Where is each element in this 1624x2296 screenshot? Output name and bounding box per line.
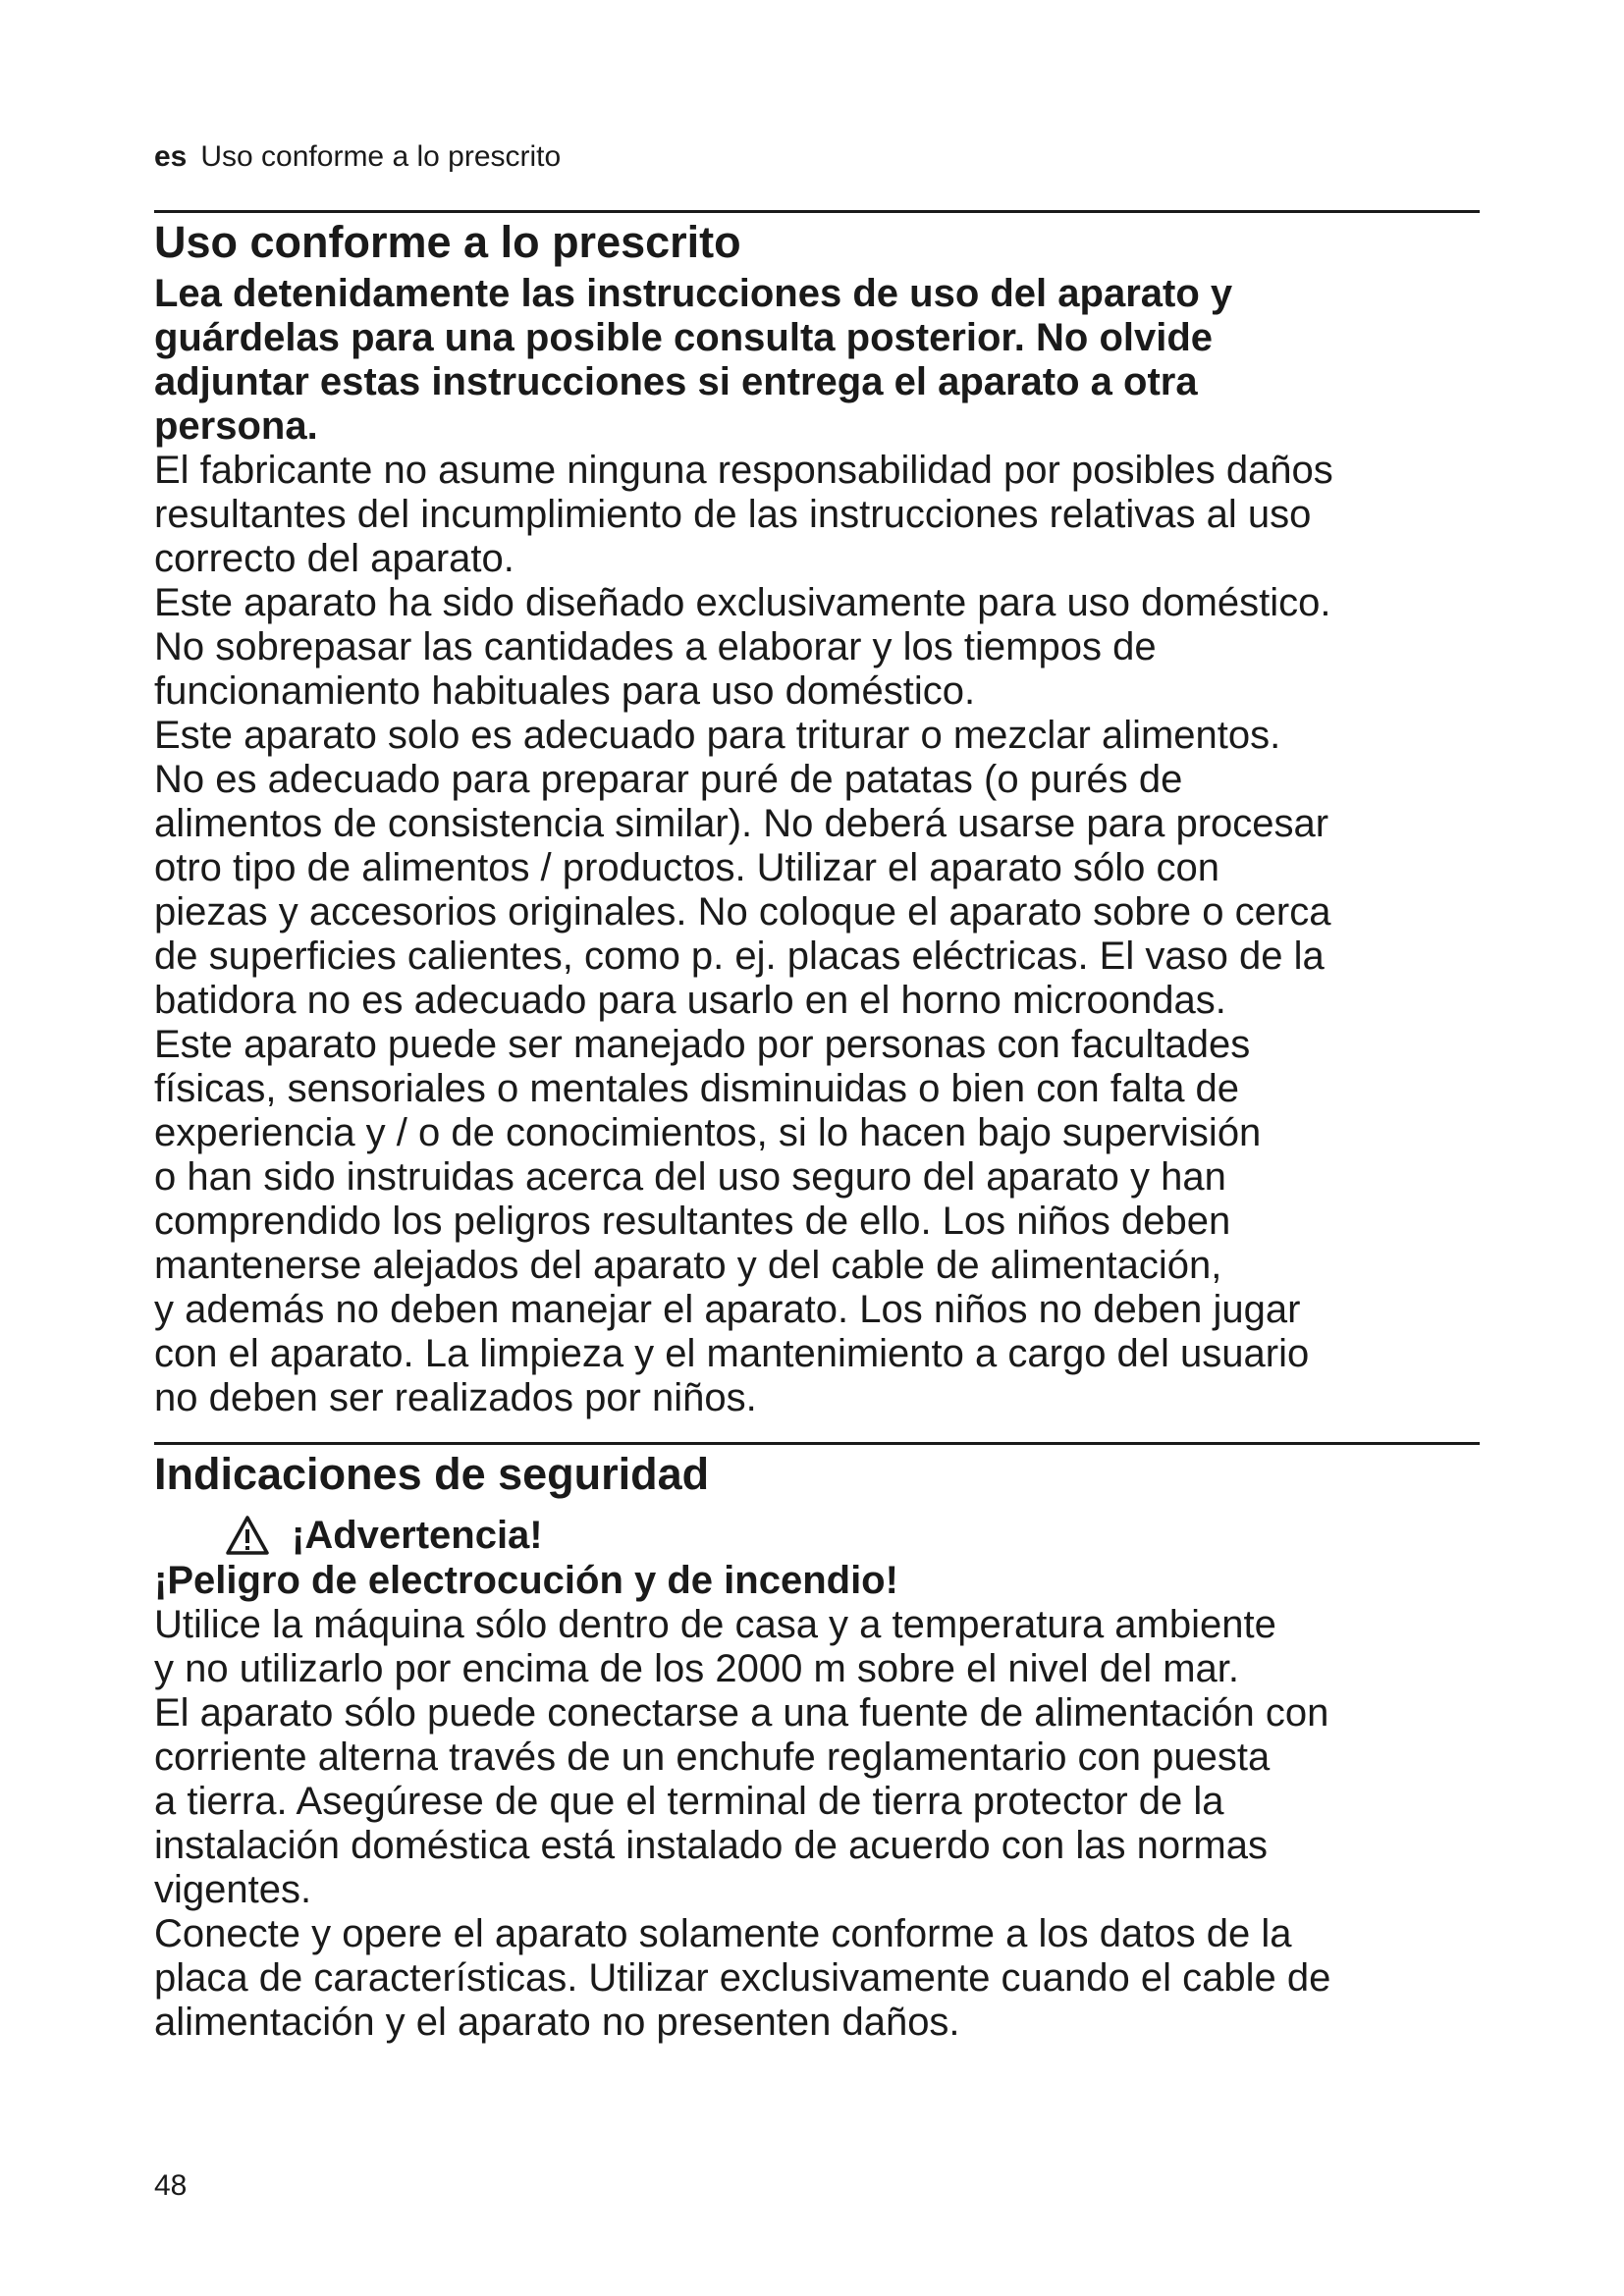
text-line: alimentación y el aparato no presenten daños. xyxy=(154,2001,960,2044)
text-line: alimentos de consistencia similar). No deberá usarse para procesar xyxy=(154,802,1329,845)
text-line: El fabricante no asume ninguna responsabilidad por posibles daños xyxy=(154,449,1333,492)
text-line: correcto del aparato. xyxy=(154,537,514,580)
text-line: instalación doméstica está instalado de acuerdo con las normas xyxy=(154,1824,1268,1867)
text-line: Este aparato puede ser manejado por personas con facultades xyxy=(154,1023,1251,1066)
language-code: es xyxy=(154,140,188,173)
paragraph-grounding xyxy=(154,1691,1480,1912)
text-line: resultantes del incumplimiento de las instrucciones relativas al uso xyxy=(154,493,1312,536)
hazard-subheading: ¡Peligro de electrocución y de incendio! xyxy=(154,1559,898,1602)
lead-line: persona. xyxy=(154,404,318,448)
paragraph-liability xyxy=(154,449,1480,581)
text-line: experiencia y / o de conocimientos, si lo hacen bajo supervisión xyxy=(154,1111,1262,1154)
text-line: y además no deben manejar el aparato. Los niños no deben jugar xyxy=(154,1288,1301,1331)
section-title-intended-use: Uso conforme a lo prescrito xyxy=(154,217,741,267)
text-line: funcionamiento habituales para uso doméstico. xyxy=(154,669,976,713)
page-content xyxy=(154,210,1480,2045)
paragraph-rating-plate xyxy=(154,1912,1480,2045)
warning-triangle-icon xyxy=(225,1515,270,1556)
running-header-title: Uso conforme a lo prescrito xyxy=(200,140,562,173)
lead-line: adjuntar estas instrucciones si entrega el aparato a otra xyxy=(154,360,1198,403)
text-line: o han sido instruidas acerca del uso seguro del aparato y han xyxy=(154,1155,1226,1199)
text-line: No sobrepasar las cantidades a elaborar y los tiempos de xyxy=(154,625,1157,668)
text-line: mantenerse alejados del aparato y del cable de alimentación, xyxy=(154,1244,1222,1287)
warning-heading xyxy=(225,1512,1480,1559)
paragraph-indoor-use xyxy=(154,1603,1480,1691)
paragraph-persons-children xyxy=(154,1023,1480,1420)
paragraph-food-use xyxy=(154,714,1480,1023)
text-line: otro tipo de alimentos / productos. Utilizar el aparato sólo con xyxy=(154,846,1220,889)
text-line: de superficies calientes, como p. ej. placas eléctricas. El vaso de la xyxy=(154,934,1325,978)
lead-line: guárdelas para una posible consulta posterior. No olvide xyxy=(154,316,1214,359)
paragraph-domestic-use xyxy=(154,581,1480,714)
text-line: placa de características. Utilizar exclusivamente cuando el cable de xyxy=(154,1956,1331,2000)
text-line: El aparato sólo puede conectarse a una fuente de alimentación con xyxy=(154,1691,1329,1735)
text-line: y no utilizarlo por encima de los 2000 m sobre el nivel del mar. xyxy=(154,1647,1239,1690)
text-line: con el aparato. La limpieza y el mantenimiento a cargo del usuario xyxy=(154,1332,1310,1375)
text-line: No es adecuado para preparar puré de patatas (o purés de xyxy=(154,758,1183,801)
text-line: Este aparato ha sido diseñado exclusivamente para uso doméstico. xyxy=(154,581,1331,624)
lead-line: Lea detenidamente las instrucciones de uso del aparato y xyxy=(154,272,1233,315)
text-line: a tierra. Asegúrese de que el terminal de tierra protector de la xyxy=(154,1780,1224,1823)
text-line: corriente alterna través de un enchufe reglamentario con puesta xyxy=(154,1735,1271,1779)
section-title-safety: Indicaciones de seguridad xyxy=(154,1449,710,1499)
text-line: comprendido los peligros resultantes de ello. Los niños deben xyxy=(154,1200,1231,1243)
text-line: Utilice la máquina sólo dentro de casa y a temperatura ambiente xyxy=(154,1603,1276,1646)
text-line: no deben ser realizados por niños. xyxy=(154,1376,757,1419)
page-number: 48 xyxy=(154,2169,188,2202)
warning-label: ¡Advertencia! xyxy=(292,1513,543,1557)
text-line: vigentes. xyxy=(154,1868,312,1911)
lead-paragraph xyxy=(154,272,1480,449)
text-line: Este aparato solo es adecuado para triturar o mezclar alimentos. xyxy=(154,714,1281,757)
text-line: piezas y accesorios originales. No coloque el aparato sobre o cerca xyxy=(154,890,1331,934)
text-line: físicas, sensoriales o mentales disminuidas o bien con falta de xyxy=(154,1067,1240,1110)
running-header xyxy=(154,140,561,174)
text-line: Conecte y opere el aparato solamente conforme a los datos de la xyxy=(154,1912,1292,1955)
text-line: batidora no es adecuado para usarlo en el horno microondas. xyxy=(154,979,1226,1022)
